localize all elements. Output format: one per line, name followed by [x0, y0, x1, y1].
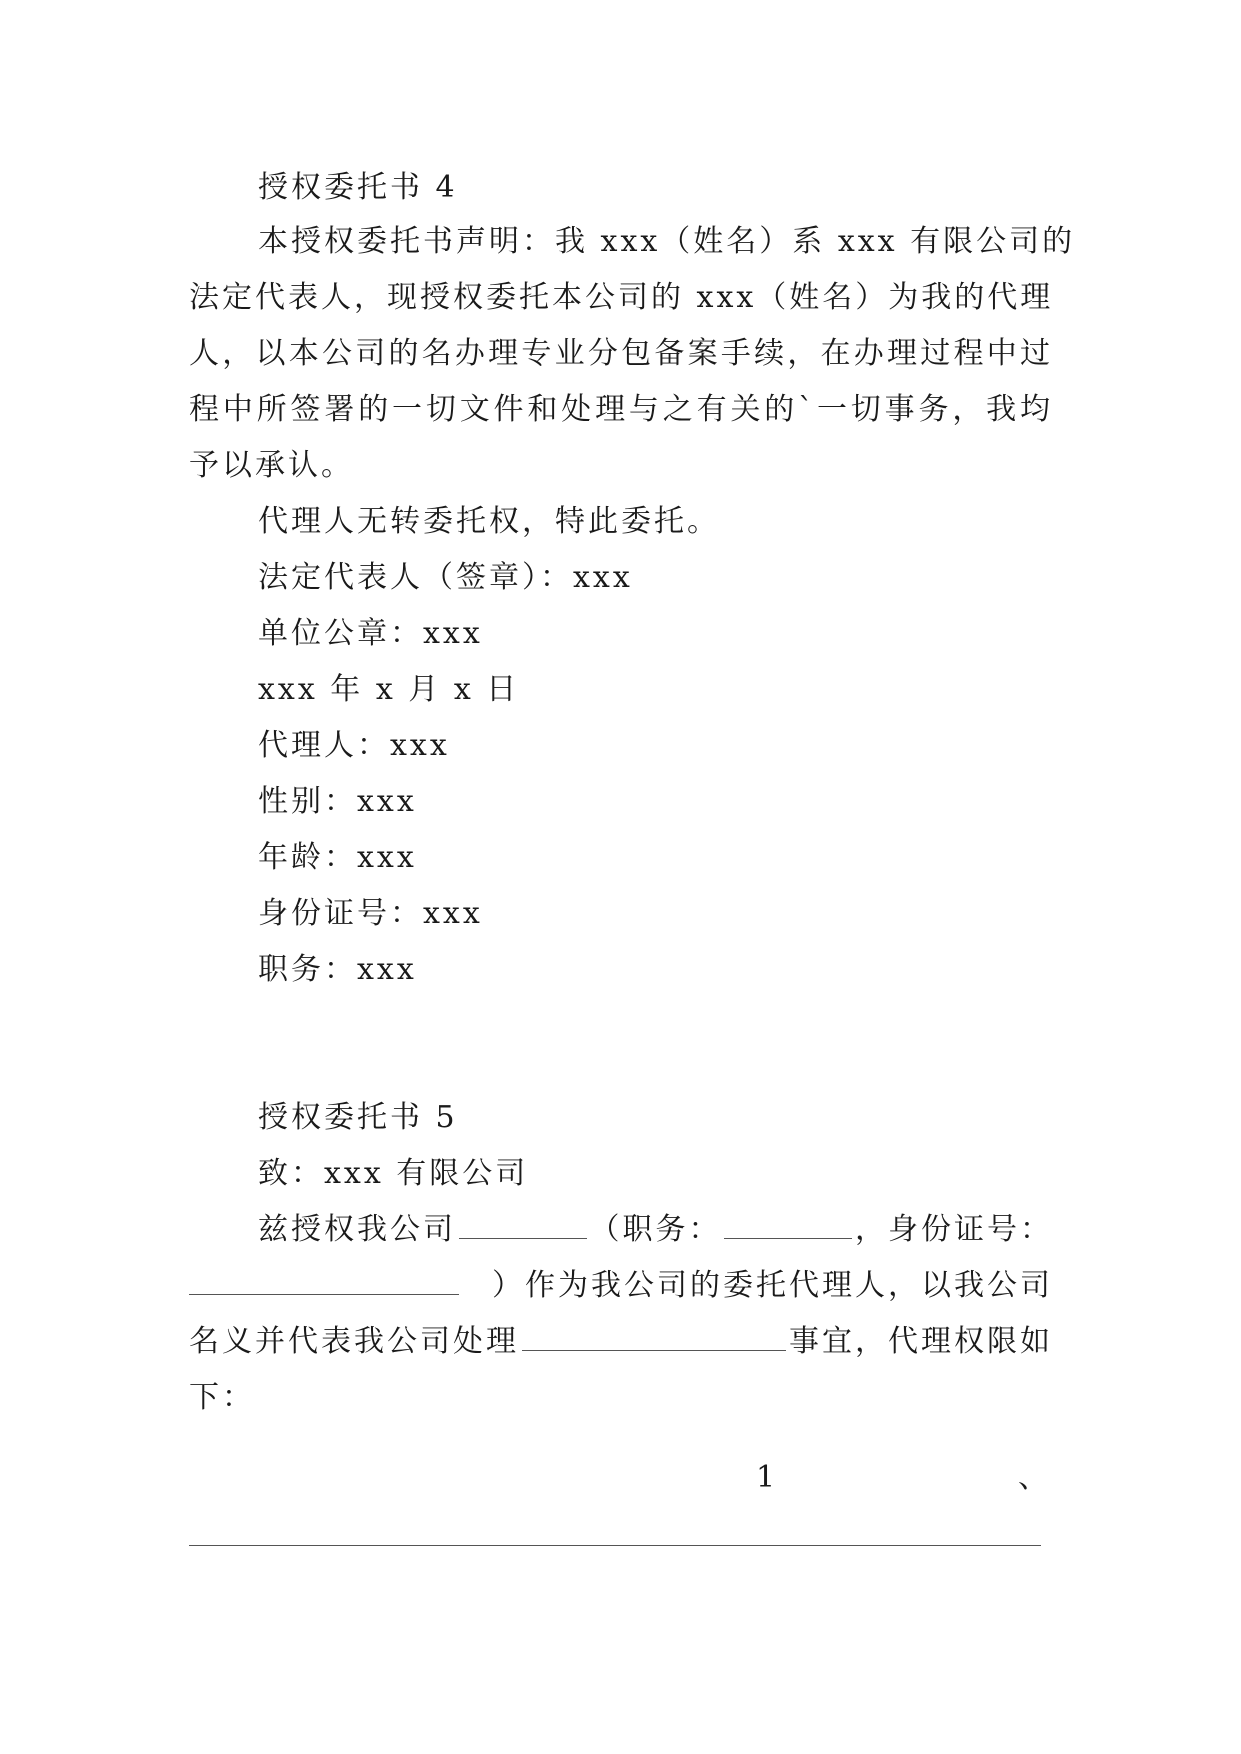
- doc4-field-date: xxx 年 x 月 x 日: [258, 672, 520, 707]
- blank-id-number: [189, 1268, 459, 1295]
- doc4-para2: 代理人无转委托权，特此委托。: [258, 504, 720, 539]
- doc4-field-company-seal: 单位公章：xxx: [258, 616, 483, 651]
- doc4-field-id-number: 身份证号：xxx: [258, 896, 483, 931]
- blank-agent-name: [459, 1212, 587, 1239]
- doc4-title: 授权委托书 4: [258, 170, 458, 205]
- doc5-line3: [189, 1322, 1053, 1362]
- doc4-para1-line4: 程中所签署的一切文件和处理与之有关的`一切事务，我均: [189, 392, 1053, 427]
- blank-item-1-rule: [189, 1545, 1041, 1546]
- blank-matter: [522, 1324, 786, 1351]
- item-comma: 、: [1018, 1460, 1048, 1495]
- doc4-para1-line1: 本授权委托书声明：我 xxx（姓名）系 xxx 有限公司的: [258, 224, 1076, 259]
- doc5-line3-text-a: 名义并代表我公司处理: [189, 1324, 519, 1359]
- doc5-addressee: 致：xxx 有限公司: [258, 1156, 529, 1191]
- doc4-field-age: 年龄：xxx: [258, 840, 417, 875]
- doc5-line2: [189, 1266, 1053, 1306]
- doc5-title: 授权委托书 5: [258, 1100, 458, 1135]
- doc4-field-agent: 代理人：xxx: [258, 728, 450, 763]
- doc4-para1-line3: 人，以本公司的名办理专业分包备案手续，在办理过程中过: [189, 336, 1053, 371]
- doc4-field-gender: 性别：xxx: [258, 784, 417, 819]
- doc5-line1-text-a: 兹授权我公司: [258, 1212, 456, 1247]
- doc4-para1-line5: 予以承认。: [189, 448, 354, 483]
- blank-position: [724, 1212, 852, 1239]
- doc5-line2-text: ）作为我公司的委托代理人，以我公司: [492, 1268, 1053, 1303]
- doc5-item-1-line: [0, 1458, 1241, 1498]
- doc5-line4: 下：: [189, 1380, 255, 1415]
- doc5-line1: [258, 1210, 1053, 1250]
- doc4-field-position: 职务：xxx: [258, 952, 417, 987]
- doc4-para1-line2: 法定代表人，现授权委托本公司的 xxx（姓名）为我的代理: [189, 280, 1054, 315]
- doc5-line1-text-c: ，身份证号：: [855, 1212, 1053, 1247]
- doc4-field-legal-rep: 法定代表人（签章）：xxx: [258, 560, 633, 595]
- item-number: 1: [756, 1460, 776, 1495]
- doc5-line3-text-b: 事宜，代理权限如: [789, 1324, 1053, 1359]
- doc5-line1-text-b: （职务：: [589, 1212, 722, 1247]
